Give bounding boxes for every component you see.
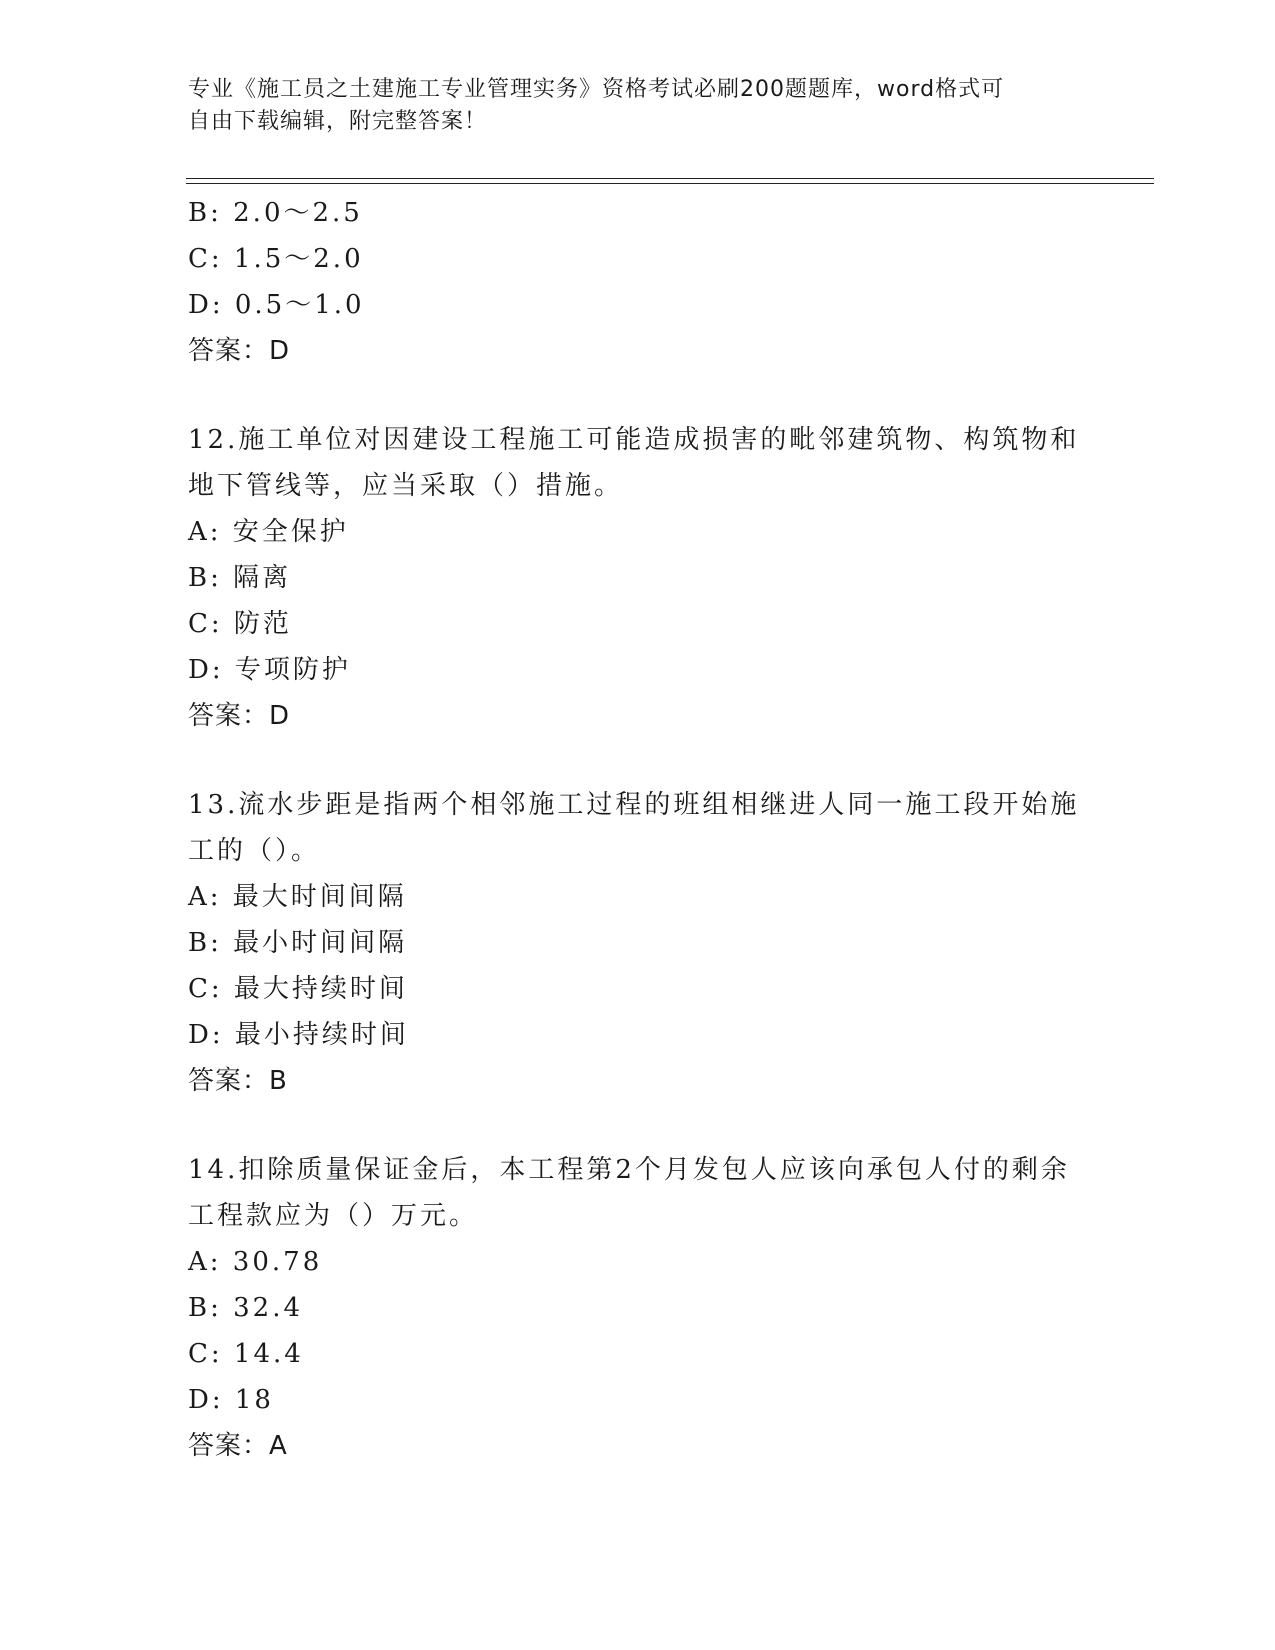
question-13 (188, 782, 1088, 1104)
question-text-line-2: 工的（）。 (188, 836, 321, 866)
option-c: C: 最大持续时间 (188, 974, 408, 1004)
question-12 (188, 417, 1088, 739)
option-b: B: 2.0～2.5 (188, 198, 363, 228)
option-d: D: 0.5～1.0 (188, 290, 365, 320)
previous-question-tail (188, 190, 1088, 374)
option-b: B: 隔离 (188, 563, 292, 593)
option-b: B: 最小时间间隔 (188, 928, 408, 958)
option-c: C: 1.5～2.0 (188, 244, 364, 274)
spacer (188, 1104, 1088, 1147)
question-text-line-2: 工程款应为（）万元。 (188, 1201, 479, 1231)
option-d: D: 18 (188, 1385, 274, 1415)
question-text-line-1: 13.流水步距是指两个相邻施工过程的班组相继进人同一施工段开始施 (188, 790, 1080, 820)
option-c: C: 防范 (188, 609, 292, 639)
question-text-line-1: 14.扣除质量保证金后，本工程第2个月发包人应该向承包人付的剩余 (188, 1155, 1070, 1185)
question-text-line-2: 地下管线等，应当采取（）措施。 (188, 471, 624, 501)
answer: 答案：D (188, 336, 291, 366)
option-a: A: 安全保护 (188, 517, 349, 547)
option-c: C: 14.4 (188, 1339, 304, 1369)
option-d: D: 最小持续时间 (188, 1020, 409, 1050)
document-header (188, 74, 1068, 138)
header-divider-bottom (186, 183, 1154, 184)
question-text-line-1: 12.施工单位对因建设工程施工可能造成损害的毗邻建筑物、构筑物和 (188, 425, 1080, 455)
option-a: A: 30.78 (188, 1247, 323, 1277)
option-a: A: 最大时间间隔 (188, 882, 407, 912)
answer: 答案：A (188, 1431, 288, 1461)
answer: 答案：B (188, 1066, 288, 1096)
option-b: B: 32.4 (188, 1293, 304, 1323)
answer: 答案：D (188, 701, 291, 731)
question-list (188, 190, 1088, 1469)
header-divider-top (186, 178, 1154, 179)
question-14 (188, 1147, 1088, 1469)
header-line-1: 专业《施工员之土建施工专业管理实务》资格考试必刷200题题库，word格式可 (188, 77, 1005, 102)
option-d: D: 专项防护 (188, 655, 351, 685)
spacer (188, 374, 1088, 417)
header-line-2: 自由下载编辑，附完整答案！ (188, 109, 488, 134)
spacer (188, 739, 1088, 782)
